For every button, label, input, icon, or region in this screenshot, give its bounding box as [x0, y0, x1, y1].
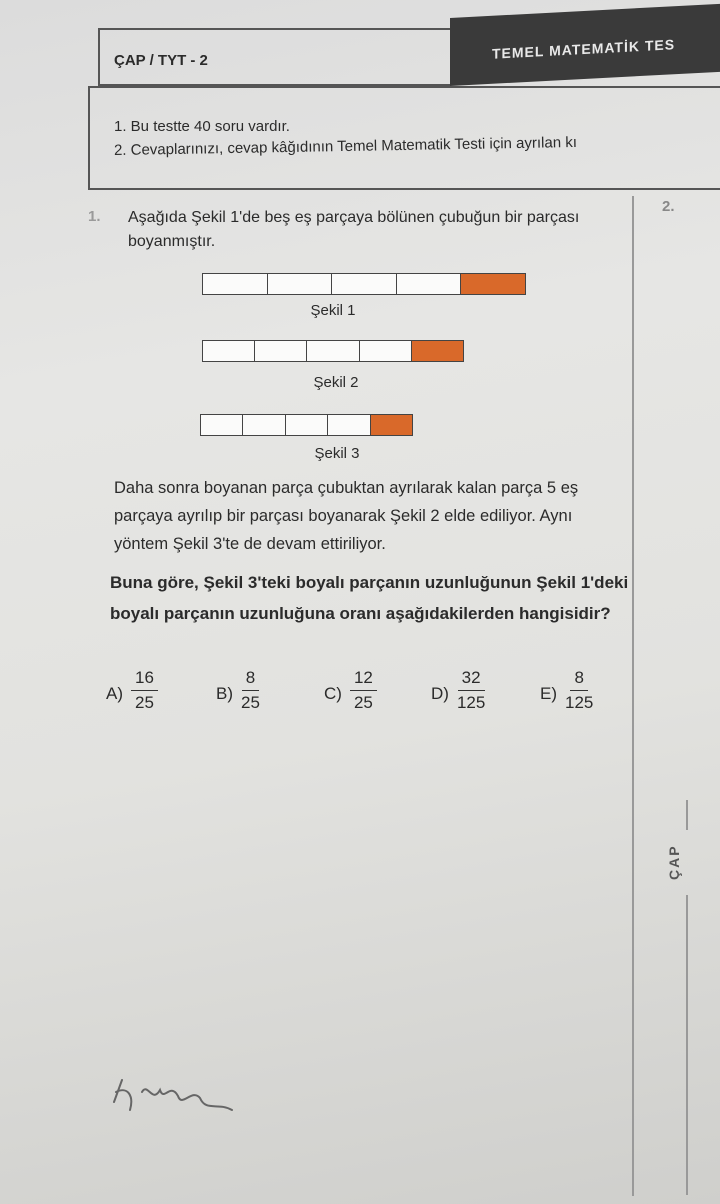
option-fraction — [131, 668, 158, 713]
denominator: 125 — [565, 693, 594, 712]
option-letter: E) — [540, 683, 557, 703]
painted-segment — [461, 274, 525, 294]
test-name-band — [450, 4, 720, 86]
bar-segment — [286, 415, 328, 435]
bar-segment — [243, 415, 285, 435]
bar-segment — [268, 274, 333, 294]
bar-segment — [307, 341, 359, 361]
answer-options — [106, 668, 626, 722]
question-stem: Aşağıda Şekil 1'de beş eş parçaya bölünen çubuğun bir parçası boyanmıştır. — [128, 209, 580, 250]
option-letter: D) — [431, 683, 449, 703]
bar-segment — [397, 274, 462, 294]
bar-segment — [203, 274, 268, 294]
figure-2-bar — [202, 340, 464, 362]
option-c[interactable] — [324, 668, 377, 713]
instruction-2: 2. Cevaplarınızı, cevap kâğıdının Temel Matematik Testi için ayrılan kı — [113, 133, 578, 159]
option-e[interactable] — [540, 668, 593, 713]
figure-1-bar — [202, 273, 526, 295]
option-fraction — [241, 668, 260, 713]
painted-segment — [371, 415, 412, 435]
option-letter: C) — [324, 683, 342, 703]
option-b[interactable] — [216, 668, 260, 713]
numerator: 8 — [242, 668, 259, 691]
denominator: 25 — [353, 693, 373, 712]
option-fraction — [350, 668, 377, 713]
column-divider — [632, 196, 634, 1196]
option-d[interactable] — [431, 668, 485, 713]
denominator: 25 — [241, 693, 260, 712]
next-question-number: 2. — [662, 198, 675, 215]
figure-3-label: Şekil 3 — [314, 445, 360, 462]
instruction-1: 1. Bu testte 40 soru vardır. — [114, 118, 290, 135]
denominator: 25 — [135, 693, 154, 712]
side-brand-tag: ÇAP — [666, 844, 682, 880]
bar-segment — [201, 415, 243, 435]
figure-1-label: Şekil 1 — [310, 302, 356, 319]
option-letter: A) — [106, 683, 123, 703]
test-name: TEMEL MATEMATİK TES — [492, 36, 676, 62]
painted-segment — [412, 341, 463, 361]
bar-segment — [332, 274, 397, 294]
bar-segment — [203, 341, 255, 361]
numerator: 8 — [570, 668, 587, 691]
figure-2-label: Şekil 2 — [313, 374, 359, 391]
question-number: 1. — [88, 208, 101, 225]
question-paragraph: Daha sonra boyanan parça çubuktan ayrılarak kalan parça 5 eş parçaya ayrılıp bir parçası boyanarak Şekil 2 elde ediliyor. Aynı yöntem Şekil 3'te de devam ettiriliyor. — [114, 479, 579, 553]
bar-segment — [255, 341, 307, 361]
numerator: 16 — [131, 668, 158, 691]
instructions-box — [88, 86, 720, 190]
option-fraction — [565, 668, 593, 713]
exam-code-box — [98, 28, 450, 86]
pencil-scribble — [108, 1052, 248, 1132]
option-a[interactable] — [106, 668, 158, 713]
figure-3-bar — [200, 414, 413, 436]
exam-code: ÇAP / TYT - 2 — [114, 52, 208, 69]
numerator: 32 — [458, 668, 485, 691]
question-prompt: Buna göre, Şekil 3'teki boyalı parçanın uzunluğunun Şekil 1'deki boyalı parçanın uzunluğuna oranı aşağıdakilerden hangisidir? — [110, 573, 629, 623]
option-fraction — [457, 668, 485, 713]
side-rule — [686, 895, 688, 1195]
bar-segment — [328, 415, 370, 435]
side-rule — [686, 800, 688, 830]
option-letter: B) — [216, 683, 233, 703]
bar-segment — [360, 341, 412, 361]
denominator: 125 — [456, 693, 486, 712]
numerator: 12 — [350, 668, 377, 691]
